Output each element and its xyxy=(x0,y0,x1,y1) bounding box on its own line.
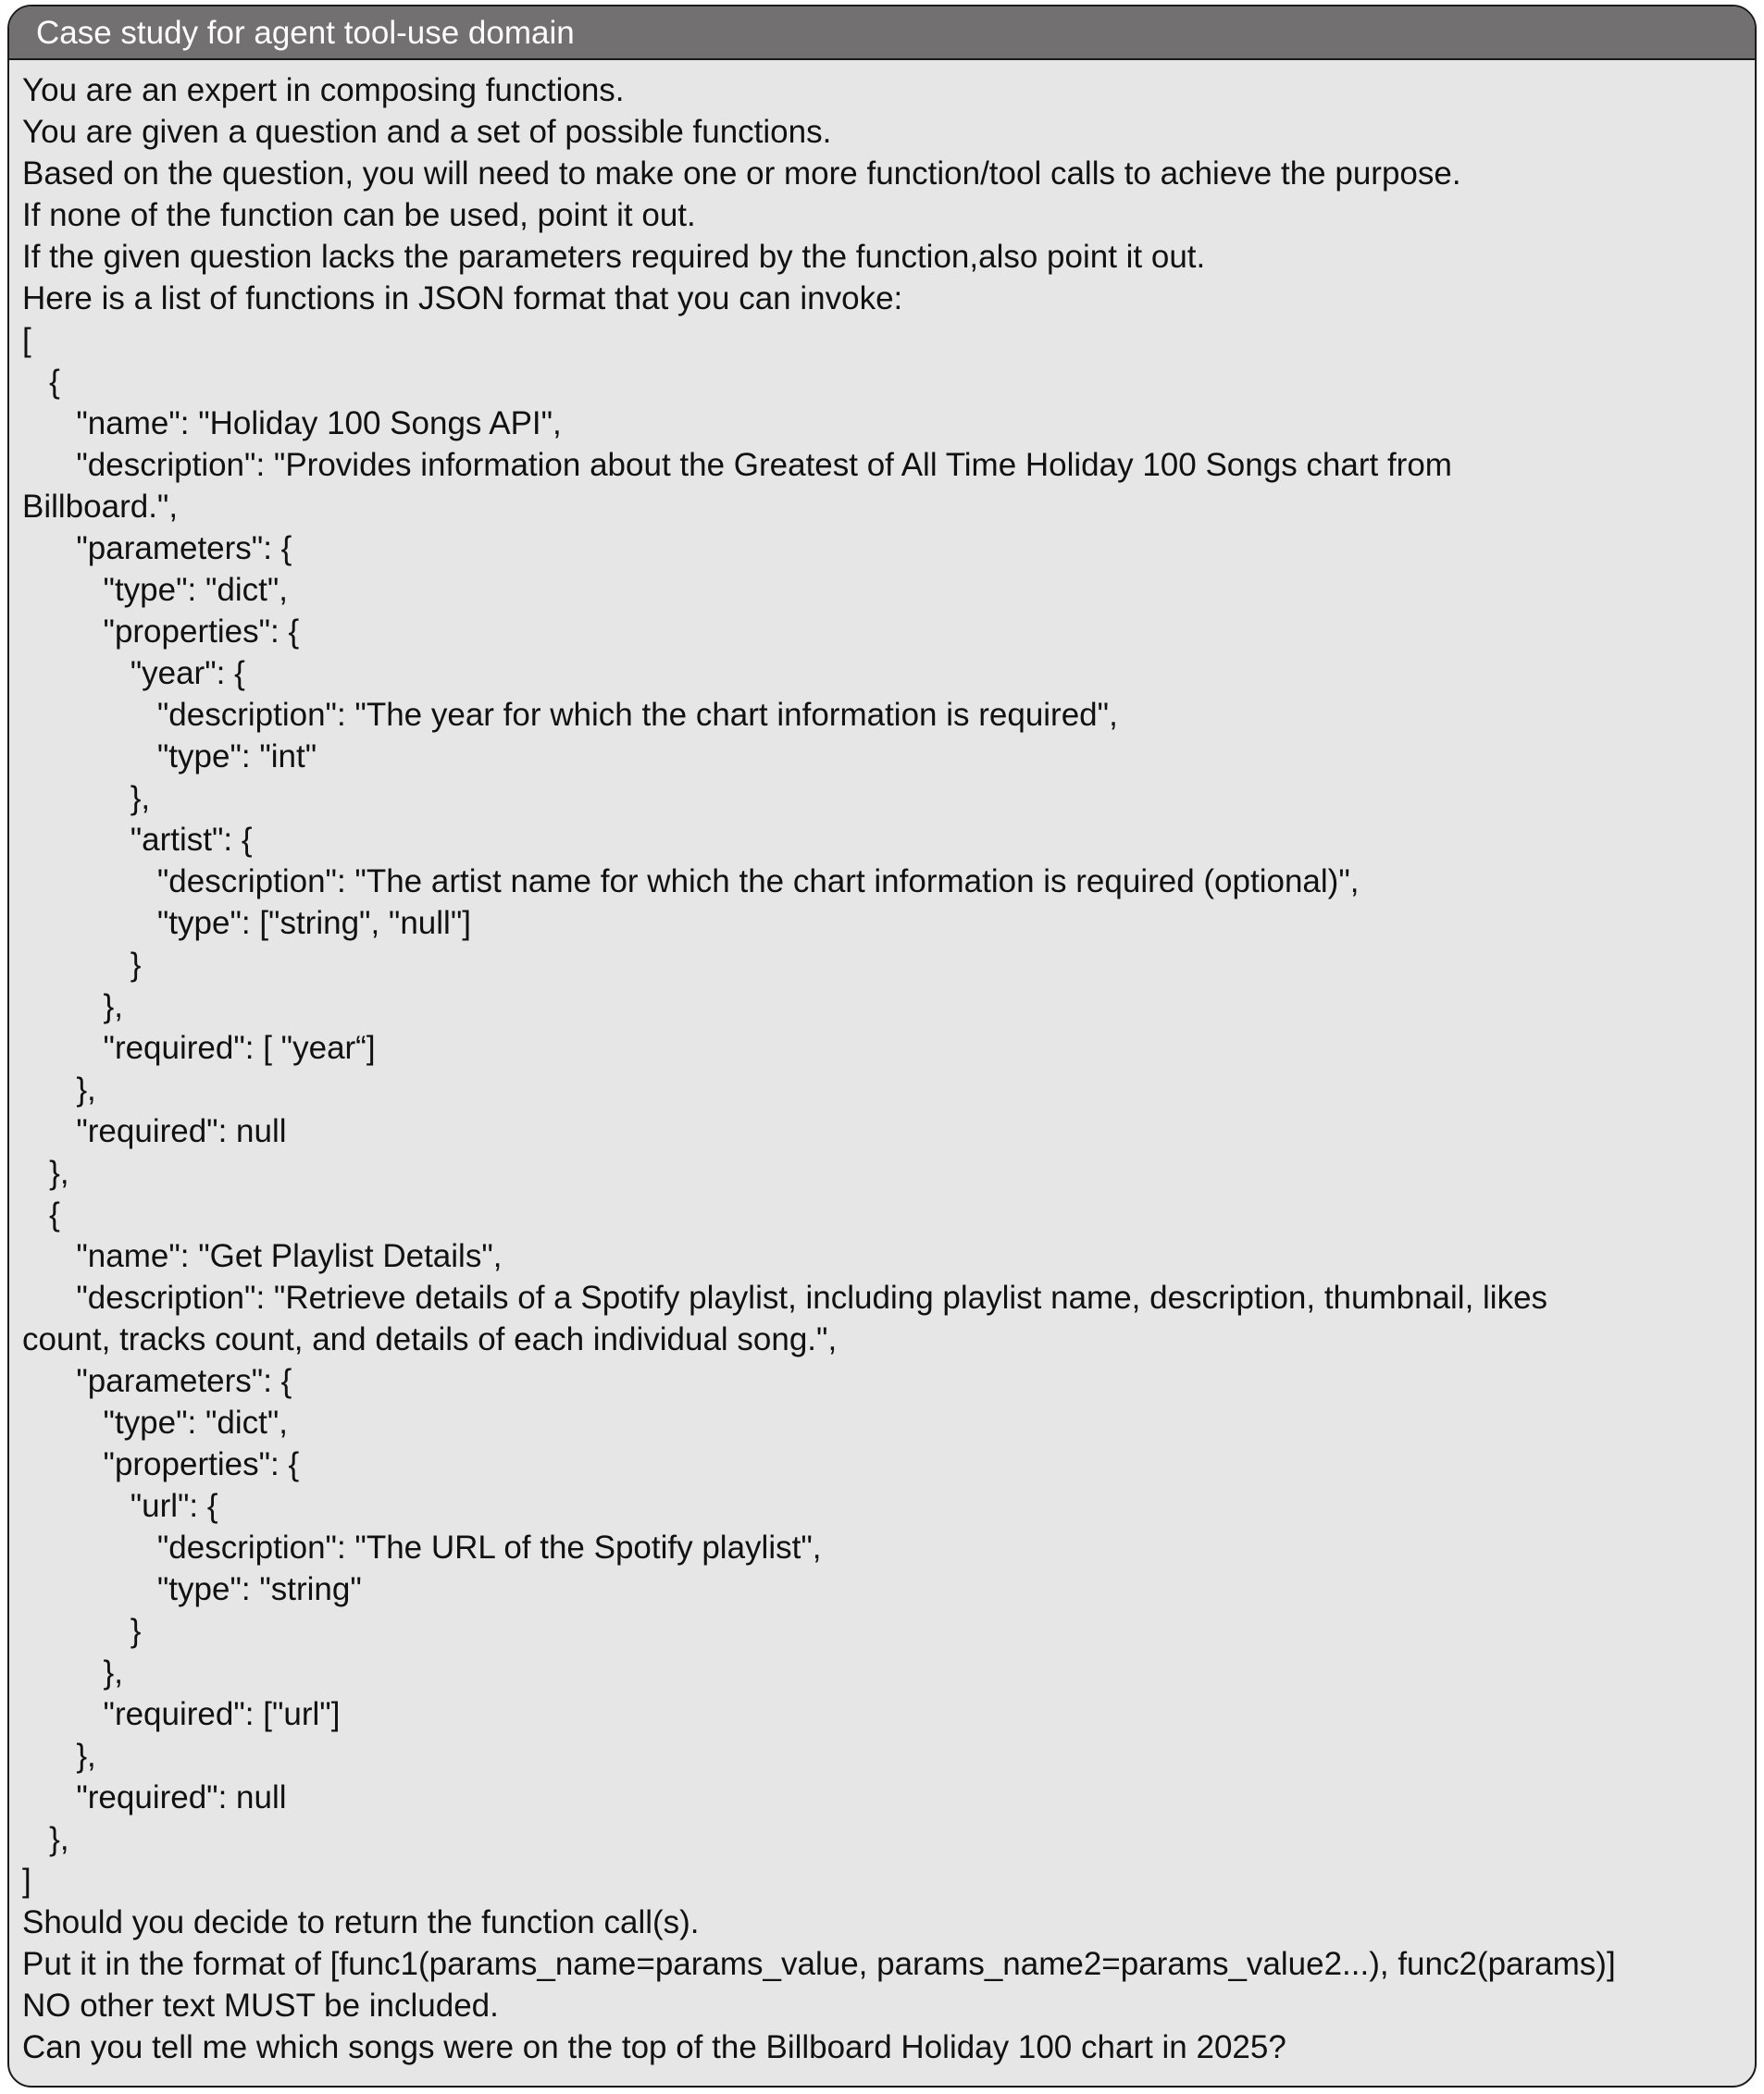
content-line: ] xyxy=(22,1863,31,1899)
content-line: If the given question lacks the parameters required by the function,also point it out. xyxy=(22,239,1206,275)
content-line: "type": "dict", xyxy=(22,572,289,608)
content-line: "parameters": { xyxy=(22,530,292,566)
content-line: Should you decide to return the function call(s). xyxy=(22,1904,700,1940)
content-line: "artist": { xyxy=(22,822,253,858)
content-line: Billboard.", xyxy=(22,489,179,525)
content-line: "properties": { xyxy=(22,613,300,650)
case-study-content xyxy=(22,69,1744,2068)
content-line: "type": "int" xyxy=(22,738,317,774)
content-line: "required": null xyxy=(22,1779,287,1815)
content-line: You are given a question and a set of possible functions. xyxy=(22,114,832,150)
content-line: NO other text MUST be included. xyxy=(22,1988,499,2024)
content-line: "required": [ "year“] xyxy=(22,1030,376,1066)
content-line: { xyxy=(22,1196,60,1233)
content-line: }, xyxy=(22,1654,123,1691)
content-line: { xyxy=(22,364,60,400)
content-line: "description": "Retrieve details of a Spotify playlist, including playlist name, description, thumbnail, likes xyxy=(22,1280,1548,1316)
content-line: You are an expert in composing functions. xyxy=(22,72,625,108)
content-line: Can you tell me which songs were on the top of the Billboard Holiday 100 chart in 2025? xyxy=(22,2029,1286,2065)
content-line: Based on the question, you will need to make one or more function/tool calls to achieve the purpose. xyxy=(22,155,1461,192)
content-line: "properties": { xyxy=(22,1446,300,1482)
case-study-box xyxy=(7,5,1757,2088)
content-line: "type": "string" xyxy=(22,1571,362,1607)
content-line: }, xyxy=(22,1821,69,1857)
content-line: "description": "The artist name for which the chart information is required (optional)", xyxy=(22,863,1360,899)
content-line: "description": "The year for which the chart information is required", xyxy=(22,697,1118,733)
content-line: }, xyxy=(22,1072,96,1108)
content-line: If none of the function can be used, point it out. xyxy=(22,197,696,233)
content-line: "name": "Get Playlist Details", xyxy=(22,1238,503,1274)
content-line: "required": ["url"] xyxy=(22,1696,341,1732)
content-line: Put it in the format of [func1(params_name=params_value, params_name2=params_value2...), func2(params)] xyxy=(22,1946,1616,1982)
content-line: "type": "dict", xyxy=(22,1405,289,1441)
case-study-header xyxy=(9,6,1755,60)
content-line: "type": ["string", "null"] xyxy=(22,905,471,941)
content-line: }, xyxy=(22,988,123,1024)
content-line: "year": { xyxy=(22,655,245,691)
content-line: [ xyxy=(22,322,31,358)
content-line: }, xyxy=(22,1738,96,1774)
content-line: "required": null xyxy=(22,1113,287,1149)
content-line: }, xyxy=(22,1155,69,1191)
content-line: } xyxy=(22,1613,142,1649)
content-line: count, tracks count, and details of each individual song.", xyxy=(22,1321,838,1357)
content-line: "url": { xyxy=(22,1488,218,1524)
content-line: Here is a list of functions in JSON format that you can invoke: xyxy=(22,280,903,316)
content-line: "parameters": { xyxy=(22,1363,292,1399)
content-line: }, xyxy=(22,780,151,816)
content-line: "description": "The URL of the Spotify playlist", xyxy=(22,1530,822,1566)
content-line: "description": "Provides information about the Greatest of All Time Holiday 100 Songs chart from xyxy=(22,447,1452,483)
case-study-title: Case study for agent tool-use domain xyxy=(36,14,575,51)
content-line: } xyxy=(22,947,142,983)
content-line: "name": "Holiday 100 Songs API", xyxy=(22,405,562,441)
